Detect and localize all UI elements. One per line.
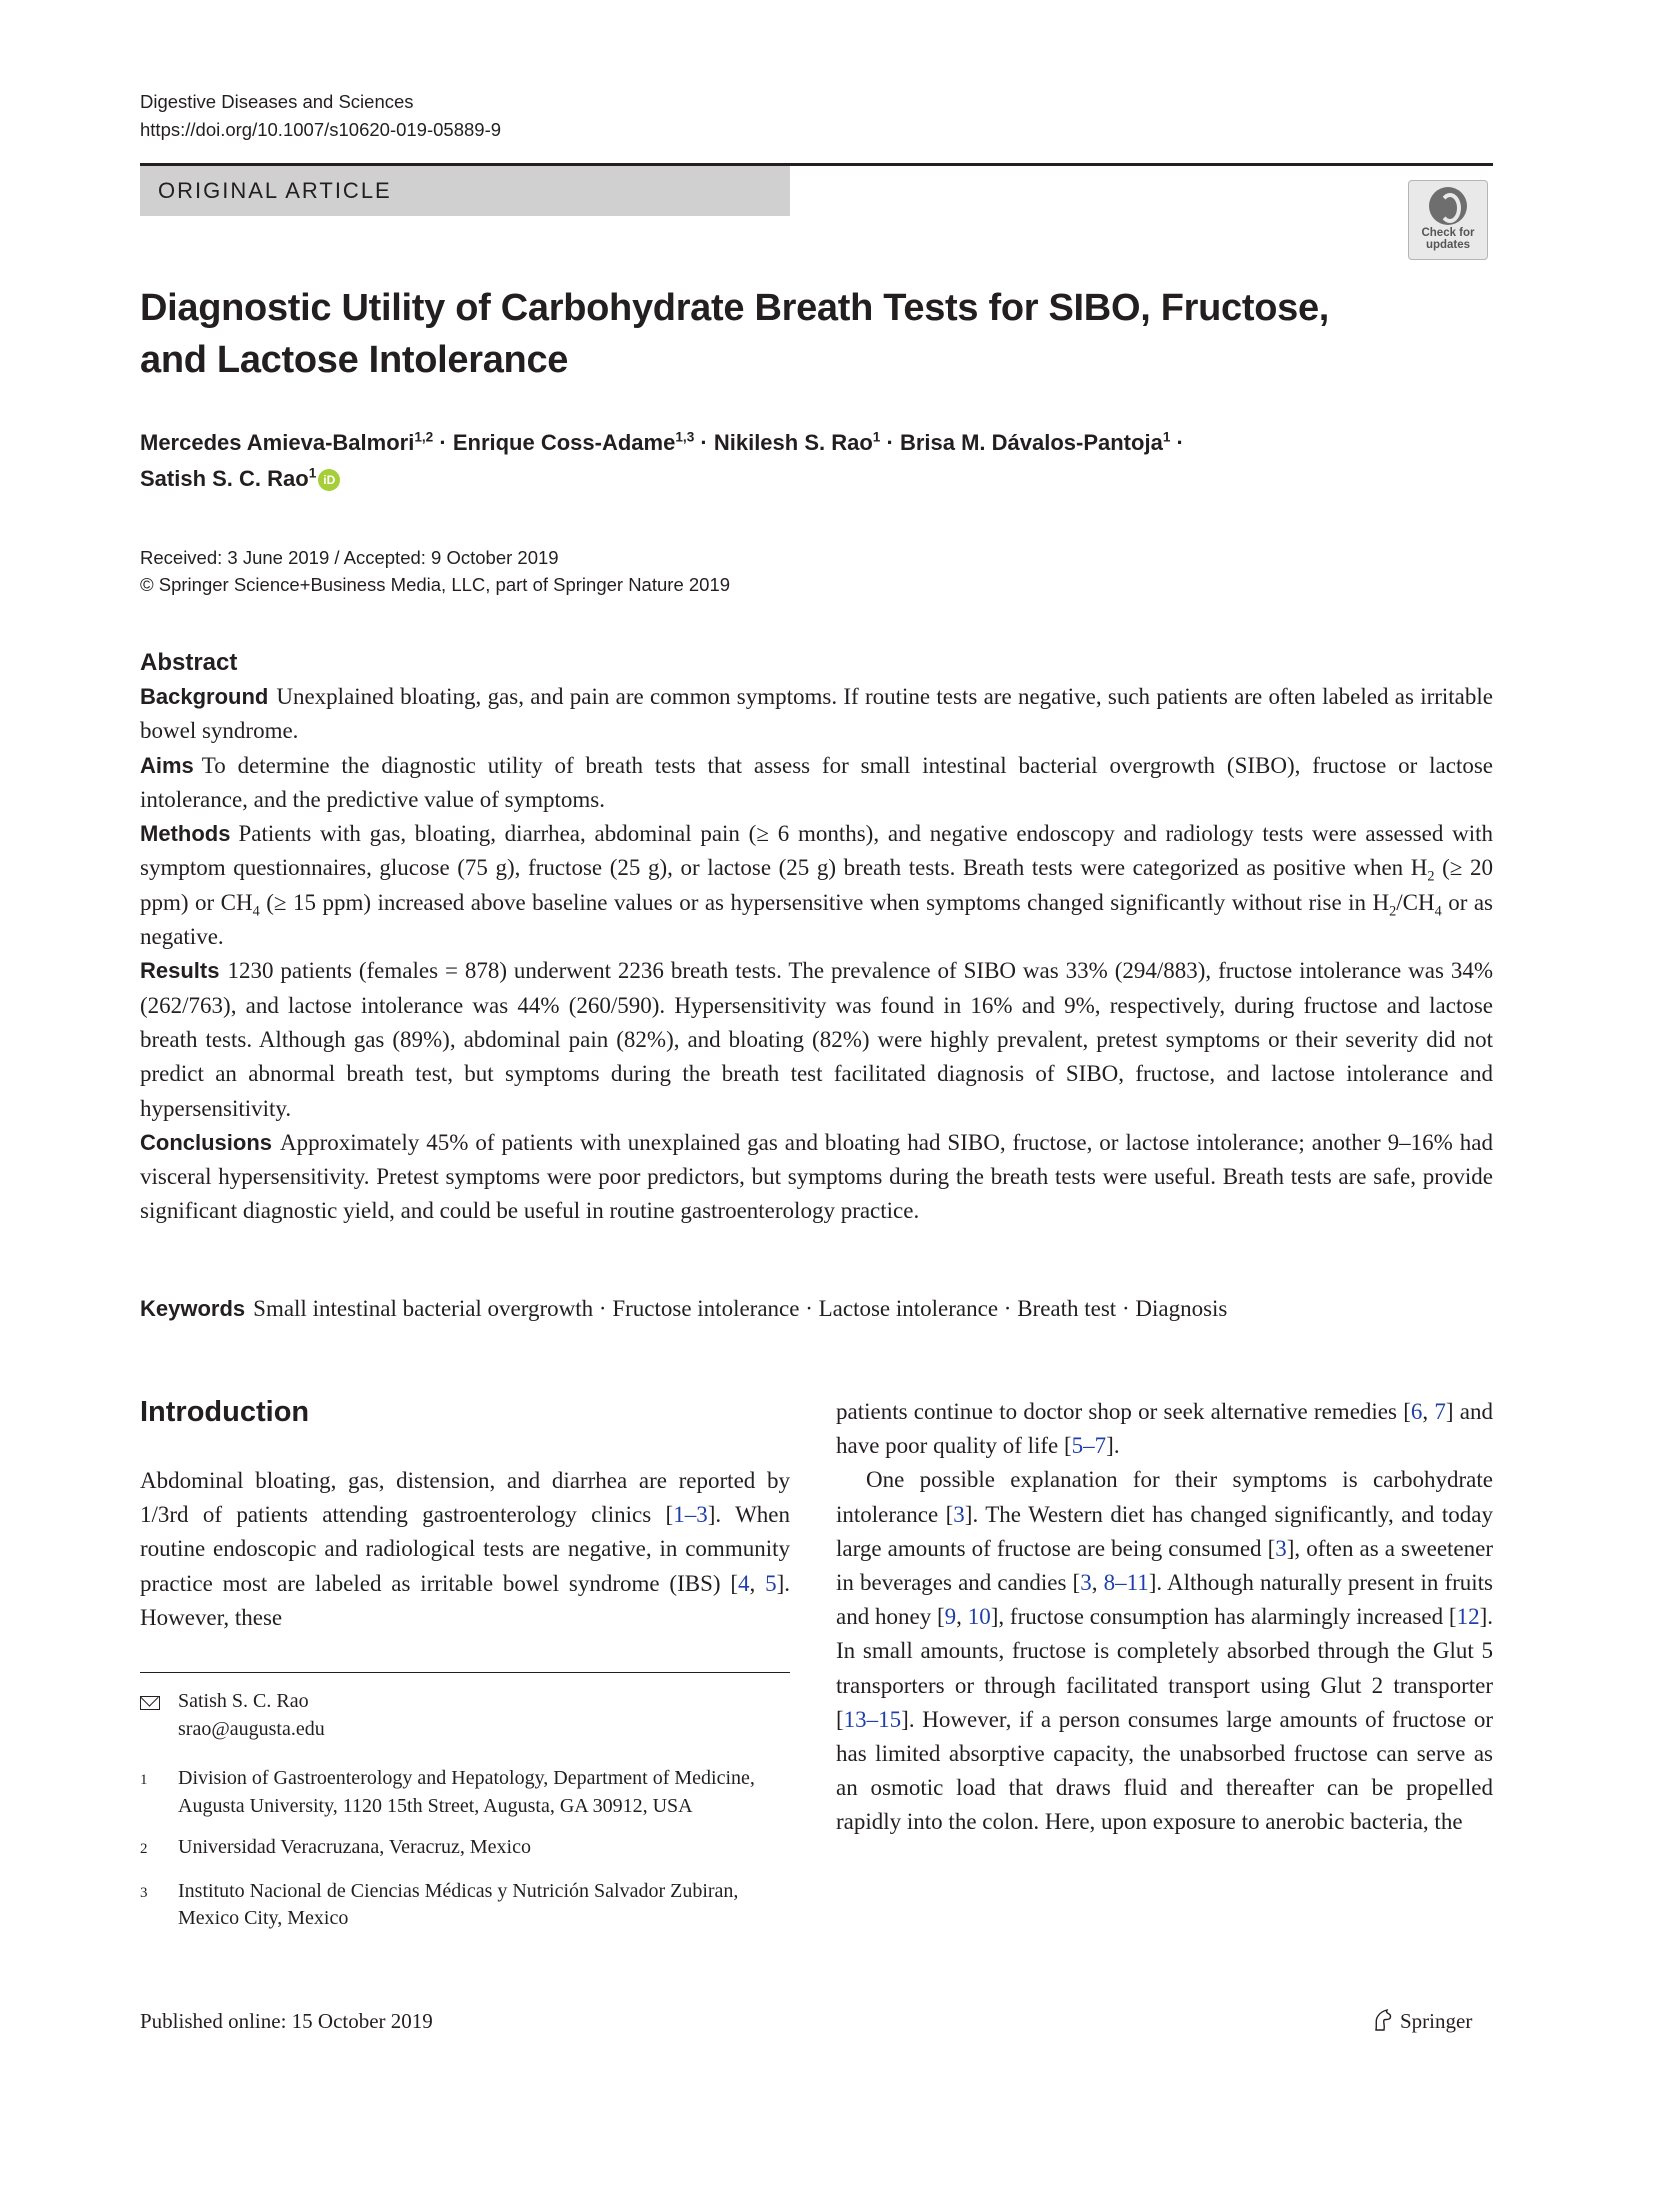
- affiliation-number: 1: [140, 1772, 148, 1788]
- author-name[interactable]: Nikilesh S. Rao: [713, 430, 873, 455]
- citation-link[interactable]: 5–7: [1071, 1433, 1107, 1459]
- subscript: 4: [252, 903, 260, 920]
- title-line-2: and Lactose Intolerance: [140, 339, 569, 381]
- body-text: Abdominal bloating, gas, distension, and diarrhea are reported by 1/3rd of patients attending gastroenterology clinics [: [140, 1468, 790, 1528]
- body-text: ,: [1422, 1399, 1435, 1424]
- author-affiliation: 1: [308, 465, 317, 481]
- publisher-name: Springer: [1400, 2009, 1473, 2033]
- intro-paragraph-2: [836, 1463, 1493, 1839]
- body-text: ], fructose consumption has alarmingly increased [: [990, 1604, 1457, 1630]
- keywords: [140, 1292, 1493, 1326]
- author-affiliation: 1: [872, 429, 881, 445]
- body-text: ]. However, these: [140, 1570, 790, 1630]
- author-separator: ·: [880, 430, 900, 455]
- abstract-section: [140, 646, 1493, 1229]
- body-text: ], often as a sweetener in beverages and candies [: [836, 1535, 1493, 1596]
- abstract-methods: [140, 817, 1493, 954]
- keywords-text: Small intestinal bacterial overgrowth · Fructose intolerance · Lactose intolerance · Breath test · Diagnosis: [253, 1296, 1228, 1321]
- introduction-heading: Introduction: [140, 1396, 310, 1428]
- body-text: ,: [1091, 1570, 1104, 1596]
- author-affiliation: 1,3: [675, 429, 695, 445]
- affiliation-text: Instituto Nacional de Ciencias Médicas y Nutrición Salvador Zubiran, Mexico City, Mexico: [178, 1879, 739, 1929]
- author-affiliation: 1: [1162, 429, 1171, 445]
- body-text: ]. However, if a person consumes large amounts of fructose or has limited absorptive capacity, the unabsorbed fructose can serve as an osmotic load that draws fluid and thereafter can be propelled rapidly into the colon. Here, upon exposure to anerobic bacteria, the: [836, 1706, 1493, 1835]
- affiliation-number: 3: [140, 1884, 148, 1901]
- abstract-label: Aims: [140, 752, 194, 778]
- citation-link[interactable]: 6: [1410, 1399, 1423, 1424]
- abstract-text: Unexplained bloating, gas, and pain are common symptoms. If routine tests are negative, such patients are often labeled as irritable bowel syndrome.: [140, 684, 1493, 744]
- doi-link[interactable]: https://doi.org/10.1007/s10620-019-05889-9: [140, 119, 502, 140]
- abstract-heading: Abstract: [140, 649, 238, 676]
- abstract-label: Results: [140, 958, 220, 984]
- footnote-rule: [140, 1672, 790, 1673]
- intro-paragraph-1-continued: [836, 1395, 1493, 1463]
- correspondence-email[interactable]: srao@augusta.edu: [178, 1717, 325, 1740]
- abstract-text: Patients with gas, bloating, diarrhea, abdominal pain (≥ 6 months), and negative endoscopy and radiology tests were assessed with symptom questionnaires, glucose (75 g), fructose (25 g), or lactose (25 g) breath tests. Breath tests were categorized as positive when H: [140, 821, 1493, 881]
- citation-link[interactable]: 3: [1080, 1570, 1092, 1596]
- keywords-label: Keywords: [140, 1296, 246, 1321]
- subscript: 4: [1434, 903, 1442, 920]
- citation-link[interactable]: 10: [967, 1604, 991, 1630]
- article-dates: [140, 544, 730, 598]
- affiliation: [140, 1878, 790, 1933]
- body-text: ,: [956, 1604, 968, 1630]
- body-text: ]. When routine endoscopic and radiological tests are negative, in community practice most are labeled as irritable bowel syndrome (IBS) [: [140, 1502, 790, 1596]
- check-updates-line1: Check for: [1421, 227, 1475, 239]
- correspondence-name: Satish S. C. Rao: [178, 1690, 309, 1712]
- citation-link[interactable]: 8–11: [1103, 1570, 1149, 1596]
- author-name[interactable]: Enrique Coss‑Adame: [452, 430, 676, 455]
- left-column: [140, 1392, 790, 1635]
- abstract-text: To determine the diagnostic utility of breath tests that assess for small intestinal bacterial overgrowth (SIBO), fructose or lactose intolerance, and the predictive value of symptoms.: [140, 752, 1493, 812]
- check-updates-icon: [1429, 187, 1467, 225]
- body-text: ]. Although naturally present in fruits and honey [: [836, 1570, 1494, 1630]
- author-affiliation: 1,2: [414, 429, 434, 445]
- citation-link[interactable]: 3: [953, 1501, 965, 1527]
- article-type-banner: ORIGINAL ARTICLE: [140, 166, 790, 216]
- affiliation-text: Division of Gastroenterology and Hepatology, Department of Medicine, Augusta University, 1120 15th Street, Augusta, GA 30912, USA: [178, 1767, 755, 1817]
- author-name[interactable]: Brisa M. Dávalos‑Pantoja: [899, 430, 1163, 455]
- intro-paragraph-1: [140, 1464, 790, 1635]
- citation-link[interactable]: 13–15: [843, 1706, 902, 1732]
- body-text: ,: [749, 1570, 766, 1596]
- abstract-text: (≥ 15 ppm) increased above baseline values or as hypersensitive when symptoms changed significantly without rise in H: [259, 889, 1390, 915]
- citation-link[interactable]: 7: [1434, 1399, 1446, 1424]
- correspondence: [140, 1688, 790, 1743]
- check-updates-line2: updates: [1425, 239, 1471, 251]
- author-separator: ·: [433, 430, 453, 455]
- title-line-1: Diagnostic Utility of Carbohydrate Breath Tests for SIBO, Fructose,: [140, 287, 1330, 329]
- abstract-text: or as negative.: [140, 889, 1493, 950]
- received-accepted-dates: Received: 3 June 2019 / Accepted: 9 October 2019: [140, 547, 559, 568]
- author-name[interactable]: Satish S. C. Rao: [140, 466, 309, 491]
- right-column: [836, 1395, 1493, 1840]
- citation-link[interactable]: 3: [1275, 1535, 1287, 1561]
- citation-link[interactable]: 12: [1456, 1604, 1480, 1630]
- citation-link[interactable]: 4: [738, 1570, 750, 1596]
- affiliation-text: Universidad Veracruzana, Veracruz, Mexico: [178, 1836, 531, 1858]
- orcid-icon[interactable]: iD: [318, 469, 340, 491]
- article-title: [140, 282, 1380, 386]
- affiliation-number: 2: [140, 1841, 148, 1857]
- abstract-background: [140, 680, 1493, 749]
- affiliation: [140, 1834, 790, 1864]
- body-text: ]. The Western diet has changed significantly, and today large amounts of fructose are being consumed [: [836, 1501, 1493, 1561]
- abstract-conclusions: [140, 1126, 1493, 1229]
- author-separator: ·: [1170, 430, 1184, 455]
- abstract-text: (≥ 20 ppm) or CH: [140, 855, 1493, 915]
- affiliation: [140, 1765, 790, 1820]
- citation-link[interactable]: 5: [765, 1570, 777, 1596]
- body-text: ]. In small amounts, fructose is completely absorbed through the Glut 5 transporters or through facilitated transport using Glut 2 transporter [: [836, 1604, 1494, 1732]
- abstract-aims: [140, 749, 1493, 818]
- publisher-logo: [1372, 2006, 1472, 2036]
- author-name[interactable]: Mercedes Amieva‑Balmori: [140, 430, 415, 455]
- subscript: 2: [1427, 869, 1435, 886]
- envelope-icon: [140, 1696, 160, 1710]
- springer-horse-icon: [1372, 2008, 1394, 2032]
- citation-link[interactable]: 1–3: [673, 1502, 708, 1528]
- abstract-label: Conclusions: [140, 1129, 273, 1155]
- abstract-label: Background: [140, 684, 269, 709]
- body-text: ].: [1106, 1433, 1120, 1459]
- author-list: [140, 425, 1390, 497]
- copyright-notice: © Springer Science+Business Media, LLC, part of Springer Nature 2019: [140, 574, 731, 595]
- body-text: ] and have poor quality of life [: [836, 1399, 1494, 1459]
- author-separator: ·: [694, 430, 714, 455]
- citation-link[interactable]: 9: [944, 1604, 957, 1630]
- abstract-text: /CH: [1396, 889, 1435, 915]
- check-for-updates-button[interactable]: [1408, 180, 1488, 260]
- body-text: patients continue to doctor shop or seek alternative remedies [: [836, 1399, 1411, 1424]
- abstract-results: [140, 954, 1493, 1125]
- abstract-text: Approximately 45% of patients with unexplained gas and bloating had SIBO, fructose, or lactose intolerance; another 9–16% had visceral hypersensitivity. Pretest symptoms were poor predictors, but symptoms during the breath tests were useful. Breath tests are safe, provide significant diagnostic yield, and could be useful in routine gastroenterology practice.: [140, 1129, 1493, 1224]
- body-text: One possible explanation for their symptoms is carbohydrate intolerance [: [836, 1467, 1493, 1527]
- abstract-text: 1230 patients (females = 878) underwent 2236 breath tests. The prevalence of SIBO was 33% (294/883), fructose intolerance was 34% (262/763), and lactose intolerance was 44% (260/590). Hypersensitivity was found in 16% and 9%, respectively, during fructose and lactose breath tests. Although gas (89%), abdominal pain (82%), and bloating (82%) were highly prevalent, pretest symptoms or their severity did not predict an abnormal breath test, but symptoms during the breath test facilitated diagnosis of SIBO, fructose, and lactose intolerance and hypersensitivity.: [140, 958, 1493, 1121]
- abstract-label: Methods: [140, 821, 231, 847]
- journal-name: Digestive Diseases and Sciences: [140, 91, 414, 112]
- subscript: 2: [1389, 903, 1397, 920]
- journal-header: [140, 88, 501, 144]
- published-online: Published online: 15 October 2019: [140, 2009, 433, 2033]
- footnotes: [140, 1688, 790, 1947]
